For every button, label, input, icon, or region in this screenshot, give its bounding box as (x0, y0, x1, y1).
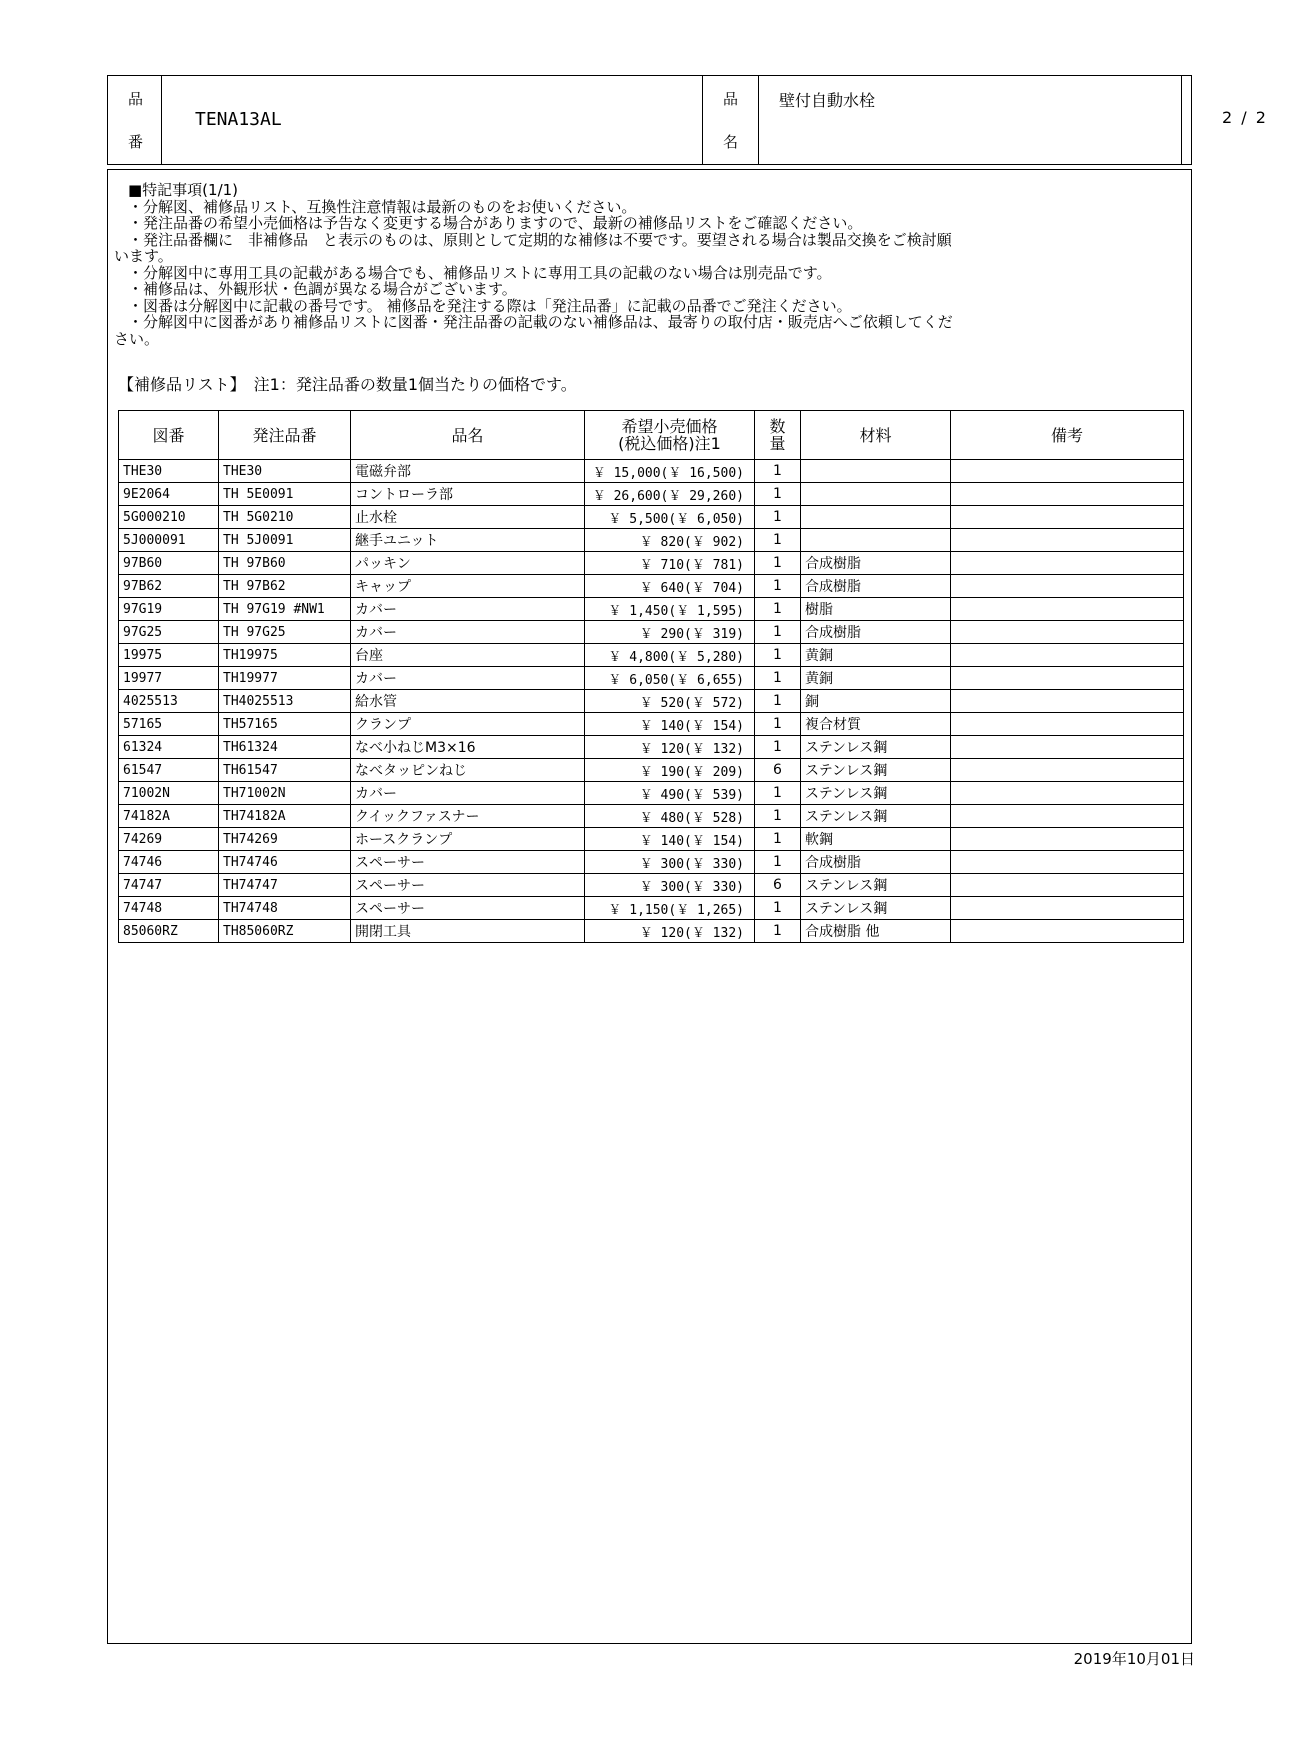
table-row (119, 782, 1184, 805)
cell-order-no: TH74746 (219, 851, 351, 874)
cell-order-no: TH 97B60 (219, 552, 351, 575)
note-line: ・補修品は、外観形状・色調が異なる場合がございます。 (128, 280, 517, 298)
cell-qty: 1 (755, 598, 801, 621)
notes-lines (114, 197, 1180, 348)
table-row (119, 920, 1184, 943)
table-row (119, 621, 1184, 644)
cell-price: ￥ 140(￥ 154) (585, 828, 755, 851)
cell-material: 合成樹脂 他 (801, 920, 951, 943)
cell-price: ￥ 710(￥ 781) (585, 552, 755, 575)
cell-order-no: TH74182A (219, 805, 351, 828)
table-header-row (119, 411, 1184, 460)
header-material: 材料 (801, 411, 951, 460)
cell-price: ￥ 5,500(￥ 6,050) (585, 506, 755, 529)
cell-name: パッキン (351, 552, 585, 575)
cell-name: クランプ (351, 713, 585, 736)
cell-material: ステンレス鋼 (801, 736, 951, 759)
notes-title: ■特記事項(1/1) (128, 181, 239, 199)
cell-material: 複合材質 (801, 713, 951, 736)
cell-remarks (951, 759, 1184, 782)
cell-material (801, 460, 951, 483)
table-row (119, 759, 1184, 782)
cell-fig-no: 5J000091 (119, 529, 219, 552)
cell-remarks (951, 828, 1184, 851)
cell-remarks (951, 621, 1184, 644)
cell-qty: 1 (755, 805, 801, 828)
cell-qty: 1 (755, 529, 801, 552)
header-qty-line1: 数 (769, 417, 786, 436)
document-header (107, 75, 1268, 165)
cell-price: ￥ 820(￥ 902) (585, 529, 755, 552)
cell-material: ステンレス鋼 (801, 897, 951, 920)
cell-name: 継手ユニット (351, 529, 585, 552)
cell-qty: 1 (755, 828, 801, 851)
cell-price: ￥ 15,000(￥ 16,500) (585, 460, 755, 483)
cell-remarks (951, 598, 1184, 621)
cell-fig-no: 74747 (119, 874, 219, 897)
note-line: ・図番は分解図中に記載の番号です。 補修品を発注する際は「発注品番」に記載の品番でご発注ください。 (128, 296, 852, 315)
cell-price: ￥ 290(￥ 319) (585, 621, 755, 644)
cell-price: ￥ 300(￥ 330) (585, 874, 755, 897)
cell-order-no: TH74748 (219, 897, 351, 920)
cell-name: 台座 (351, 644, 585, 667)
cell-order-no: THE30 (219, 460, 351, 483)
cell-fig-no: 97B62 (119, 575, 219, 598)
cell-remarks (951, 897, 1184, 920)
cell-fig-no: 85060RZ (119, 920, 219, 943)
cell-order-no: TH 97G25 (219, 621, 351, 644)
cell-remarks (951, 920, 1184, 943)
note-line: ・発注品番欄に 非補修品 と表示のものは、原則として定期的な補修は不要です。要望される場合は製品交換をご検討願 (128, 230, 952, 249)
header-name: 品名 (351, 411, 585, 460)
note-line: います。 (114, 247, 173, 265)
special-notes (114, 181, 1180, 348)
page-number: 2 / 2 (1222, 108, 1268, 127)
cell-fig-no: 19975 (119, 644, 219, 667)
table-row (119, 552, 1184, 575)
table-row (119, 736, 1184, 759)
product-name: 壁付自動水栓 (779, 91, 876, 110)
table-row (119, 575, 1184, 598)
cell-remarks (951, 575, 1184, 598)
cell-order-no: TH71002N (219, 782, 351, 805)
cell-material: 軟鋼 (801, 828, 951, 851)
note-line: ・発注品番の希望小売価格は予告なく変更する場合がありますので、最新の補修品リストをご確認ください。 (128, 214, 863, 232)
cell-name: 開閉工具 (351, 920, 585, 943)
cell-fig-no: 61547 (119, 759, 219, 782)
product-name-cell (759, 76, 1182, 164)
cell-name: カバー (351, 782, 585, 805)
cell-remarks (951, 667, 1184, 690)
parts-table (118, 410, 1184, 943)
cell-remarks (951, 805, 1184, 828)
cell-material: ステンレス鋼 (801, 805, 951, 828)
cell-material: 銅 (801, 690, 951, 713)
cell-qty: 1 (755, 690, 801, 713)
cell-fig-no: 74748 (119, 897, 219, 920)
cell-price: ￥ 1,450(￥ 1,595) (585, 598, 755, 621)
header-price-line2: (税込価格)注1 (618, 434, 721, 453)
cell-fig-no: 19977 (119, 667, 219, 690)
cell-price: ￥ 140(￥ 154) (585, 713, 755, 736)
model-label-bottom: 番 (128, 133, 144, 151)
cell-price: ￥ 4,800(￥ 5,280) (585, 644, 755, 667)
header-order-no: 発注品番 (219, 411, 351, 460)
model-no: TENA13AL (195, 109, 282, 130)
cell-qty: 1 (755, 782, 801, 805)
cell-price: ￥ 120(￥ 132) (585, 736, 755, 759)
cell-material: 黄銅 (801, 644, 951, 667)
table-row (119, 897, 1184, 920)
cell-price: ￥ 1,150(￥ 1,265) (585, 897, 755, 920)
main-content (107, 169, 1192, 1644)
table-row (119, 598, 1184, 621)
note-line: ・分解図、補修品リスト、互換性注意情報は最新のものをお使いください。 (128, 197, 637, 216)
header-price-line1: 希望小売価格 (621, 417, 718, 436)
table-row (119, 828, 1184, 851)
cell-material: 合成樹脂 (801, 552, 951, 575)
cell-remarks (951, 713, 1184, 736)
table-row (119, 506, 1184, 529)
cell-material: 合成樹脂 (801, 851, 951, 874)
cell-order-no: TH 5G0210 (219, 506, 351, 529)
cell-material (801, 506, 951, 529)
cell-remarks (951, 506, 1184, 529)
cell-qty: 1 (755, 897, 801, 920)
product-name-label (703, 76, 759, 164)
cell-remarks (951, 690, 1184, 713)
cell-name: なべタッピンねじ (351, 759, 585, 782)
cell-remarks (951, 644, 1184, 667)
cell-name: 給水管 (351, 690, 585, 713)
cell-price: ￥ 120(￥ 132) (585, 920, 755, 943)
cell-fig-no: 5G000210 (119, 506, 219, 529)
table-row (119, 805, 1184, 828)
cell-name: カバー (351, 621, 585, 644)
cell-remarks (951, 851, 1184, 874)
cell-qty: 1 (755, 851, 801, 874)
table-row (119, 644, 1184, 667)
document-date: 2019年10月01日 (1073, 1650, 1195, 1668)
cell-qty: 1 (755, 552, 801, 575)
cell-price: ￥ 480(￥ 528) (585, 805, 755, 828)
table-row (119, 483, 1184, 506)
cell-qty: 1 (755, 575, 801, 598)
cell-fig-no: 74182A (119, 805, 219, 828)
cell-material: 合成樹脂 (801, 621, 951, 644)
cell-qty: 1 (755, 644, 801, 667)
cell-fig-no: 57165 (119, 713, 219, 736)
parts-list-title: 【補修品リスト】 注1：発注品番の数量1個当たりの価格です。 (118, 375, 577, 394)
cell-fig-no: 9E2064 (119, 483, 219, 506)
note-line: ・分解図中に図番があり補修品リストに図番・発注品番の記載のない補修品は、最寄りの取付店・販売店へご依頼してくだ (128, 313, 953, 331)
cell-qty: 1 (755, 920, 801, 943)
cell-qty: 6 (755, 874, 801, 897)
cell-name: ホースクランプ (351, 828, 585, 851)
cell-order-no: TH85060RZ (219, 920, 351, 943)
header-qty (755, 411, 801, 460)
cell-fig-no: 71002N (119, 782, 219, 805)
cell-qty: 1 (755, 736, 801, 759)
cell-remarks (951, 552, 1184, 575)
cell-name: なべ小ねじM3×16 (351, 736, 585, 759)
model-label-top: 品 (128, 90, 144, 108)
cell-qty: 1 (755, 483, 801, 506)
cell-material: 樹脂 (801, 598, 951, 621)
cell-fig-no: 74269 (119, 828, 219, 851)
cell-name: カバー (351, 667, 585, 690)
table-row (119, 460, 1184, 483)
cell-material (801, 529, 951, 552)
cell-order-no: TH57165 (219, 713, 351, 736)
cell-qty: 1 (755, 506, 801, 529)
note-line: さい。 (114, 329, 160, 348)
cell-remarks (951, 782, 1184, 805)
cell-remarks (951, 874, 1184, 897)
cell-fig-no: 97B60 (119, 552, 219, 575)
cell-name: スペーサー (351, 851, 585, 874)
cell-material (801, 483, 951, 506)
cell-order-no: TH61324 (219, 736, 351, 759)
header-qty-line2: 量 (769, 434, 786, 453)
cell-name: 止水栓 (351, 506, 585, 529)
page-number-cell (1182, 76, 1292, 164)
cell-price: ￥ 26,600(￥ 29,260) (585, 483, 755, 506)
cell-order-no: TH4025513 (219, 690, 351, 713)
cell-name: 電磁弁部 (351, 460, 585, 483)
cell-order-no: TH 5J0091 (219, 529, 351, 552)
cell-name: クイックファスナー (351, 805, 585, 828)
table-row (119, 690, 1184, 713)
cell-fig-no: 97G19 (119, 598, 219, 621)
cell-order-no: TH74269 (219, 828, 351, 851)
cell-price: ￥ 640(￥ 704) (585, 575, 755, 598)
cell-qty: 6 (755, 759, 801, 782)
cell-material: ステンレス鋼 (801, 874, 951, 897)
table-row (119, 667, 1184, 690)
cell-fig-no: 4025513 (119, 690, 219, 713)
cell-order-no: TH 97G19 #NW1 (219, 598, 351, 621)
cell-order-no: TH74747 (219, 874, 351, 897)
cell-price: ￥ 190(￥ 209) (585, 759, 755, 782)
cell-order-no: TH 5E0091 (219, 483, 351, 506)
cell-price: ￥ 300(￥ 330) (585, 851, 755, 874)
header-price (585, 411, 755, 460)
cell-price: ￥ 520(￥ 572) (585, 690, 755, 713)
table-row (119, 874, 1184, 897)
header-remarks: 備考 (951, 411, 1184, 460)
cell-order-no: TH 97B62 (219, 575, 351, 598)
cell-fig-no: 97G25 (119, 621, 219, 644)
cell-qty: 1 (755, 667, 801, 690)
header-fig-no: 図番 (119, 411, 219, 460)
model-no-cell (162, 76, 703, 164)
parts-table-body (119, 460, 1184, 943)
cell-order-no: TH61547 (219, 759, 351, 782)
cell-fig-no: 74746 (119, 851, 219, 874)
cell-qty: 1 (755, 460, 801, 483)
cell-order-no: TH19975 (219, 644, 351, 667)
cell-remarks (951, 483, 1184, 506)
cell-qty: 1 (755, 713, 801, 736)
cell-name: スペーサー (351, 874, 585, 897)
model-no-label (108, 76, 162, 164)
cell-order-no: TH19977 (219, 667, 351, 690)
cell-fig-no: THE30 (119, 460, 219, 483)
cell-qty: 1 (755, 621, 801, 644)
cell-name: コントローラ部 (351, 483, 585, 506)
name-label-top: 品 (723, 90, 739, 108)
cell-price: ￥ 6,050(￥ 6,655) (585, 667, 755, 690)
cell-material: 合成樹脂 (801, 575, 951, 598)
cell-remarks (951, 736, 1184, 759)
cell-name: カバー (351, 598, 585, 621)
cell-material: ステンレス鋼 (801, 759, 951, 782)
cell-remarks (951, 529, 1184, 552)
name-label-bottom: 名 (723, 133, 739, 151)
cell-fig-no: 61324 (119, 736, 219, 759)
table-row (119, 851, 1184, 874)
cell-name: キャップ (351, 575, 585, 598)
note-line: ・分解図中に専用工具の記載がある場合でも、補修品リストに専用工具の記載のない場合は別売品です。 (128, 263, 832, 282)
cell-remarks (951, 460, 1184, 483)
cell-price: ￥ 490(￥ 539) (585, 782, 755, 805)
table-row (119, 529, 1184, 552)
cell-name: スペーサー (351, 897, 585, 920)
cell-material: ステンレス鋼 (801, 782, 951, 805)
table-row (119, 713, 1184, 736)
cell-material: 黄銅 (801, 667, 951, 690)
